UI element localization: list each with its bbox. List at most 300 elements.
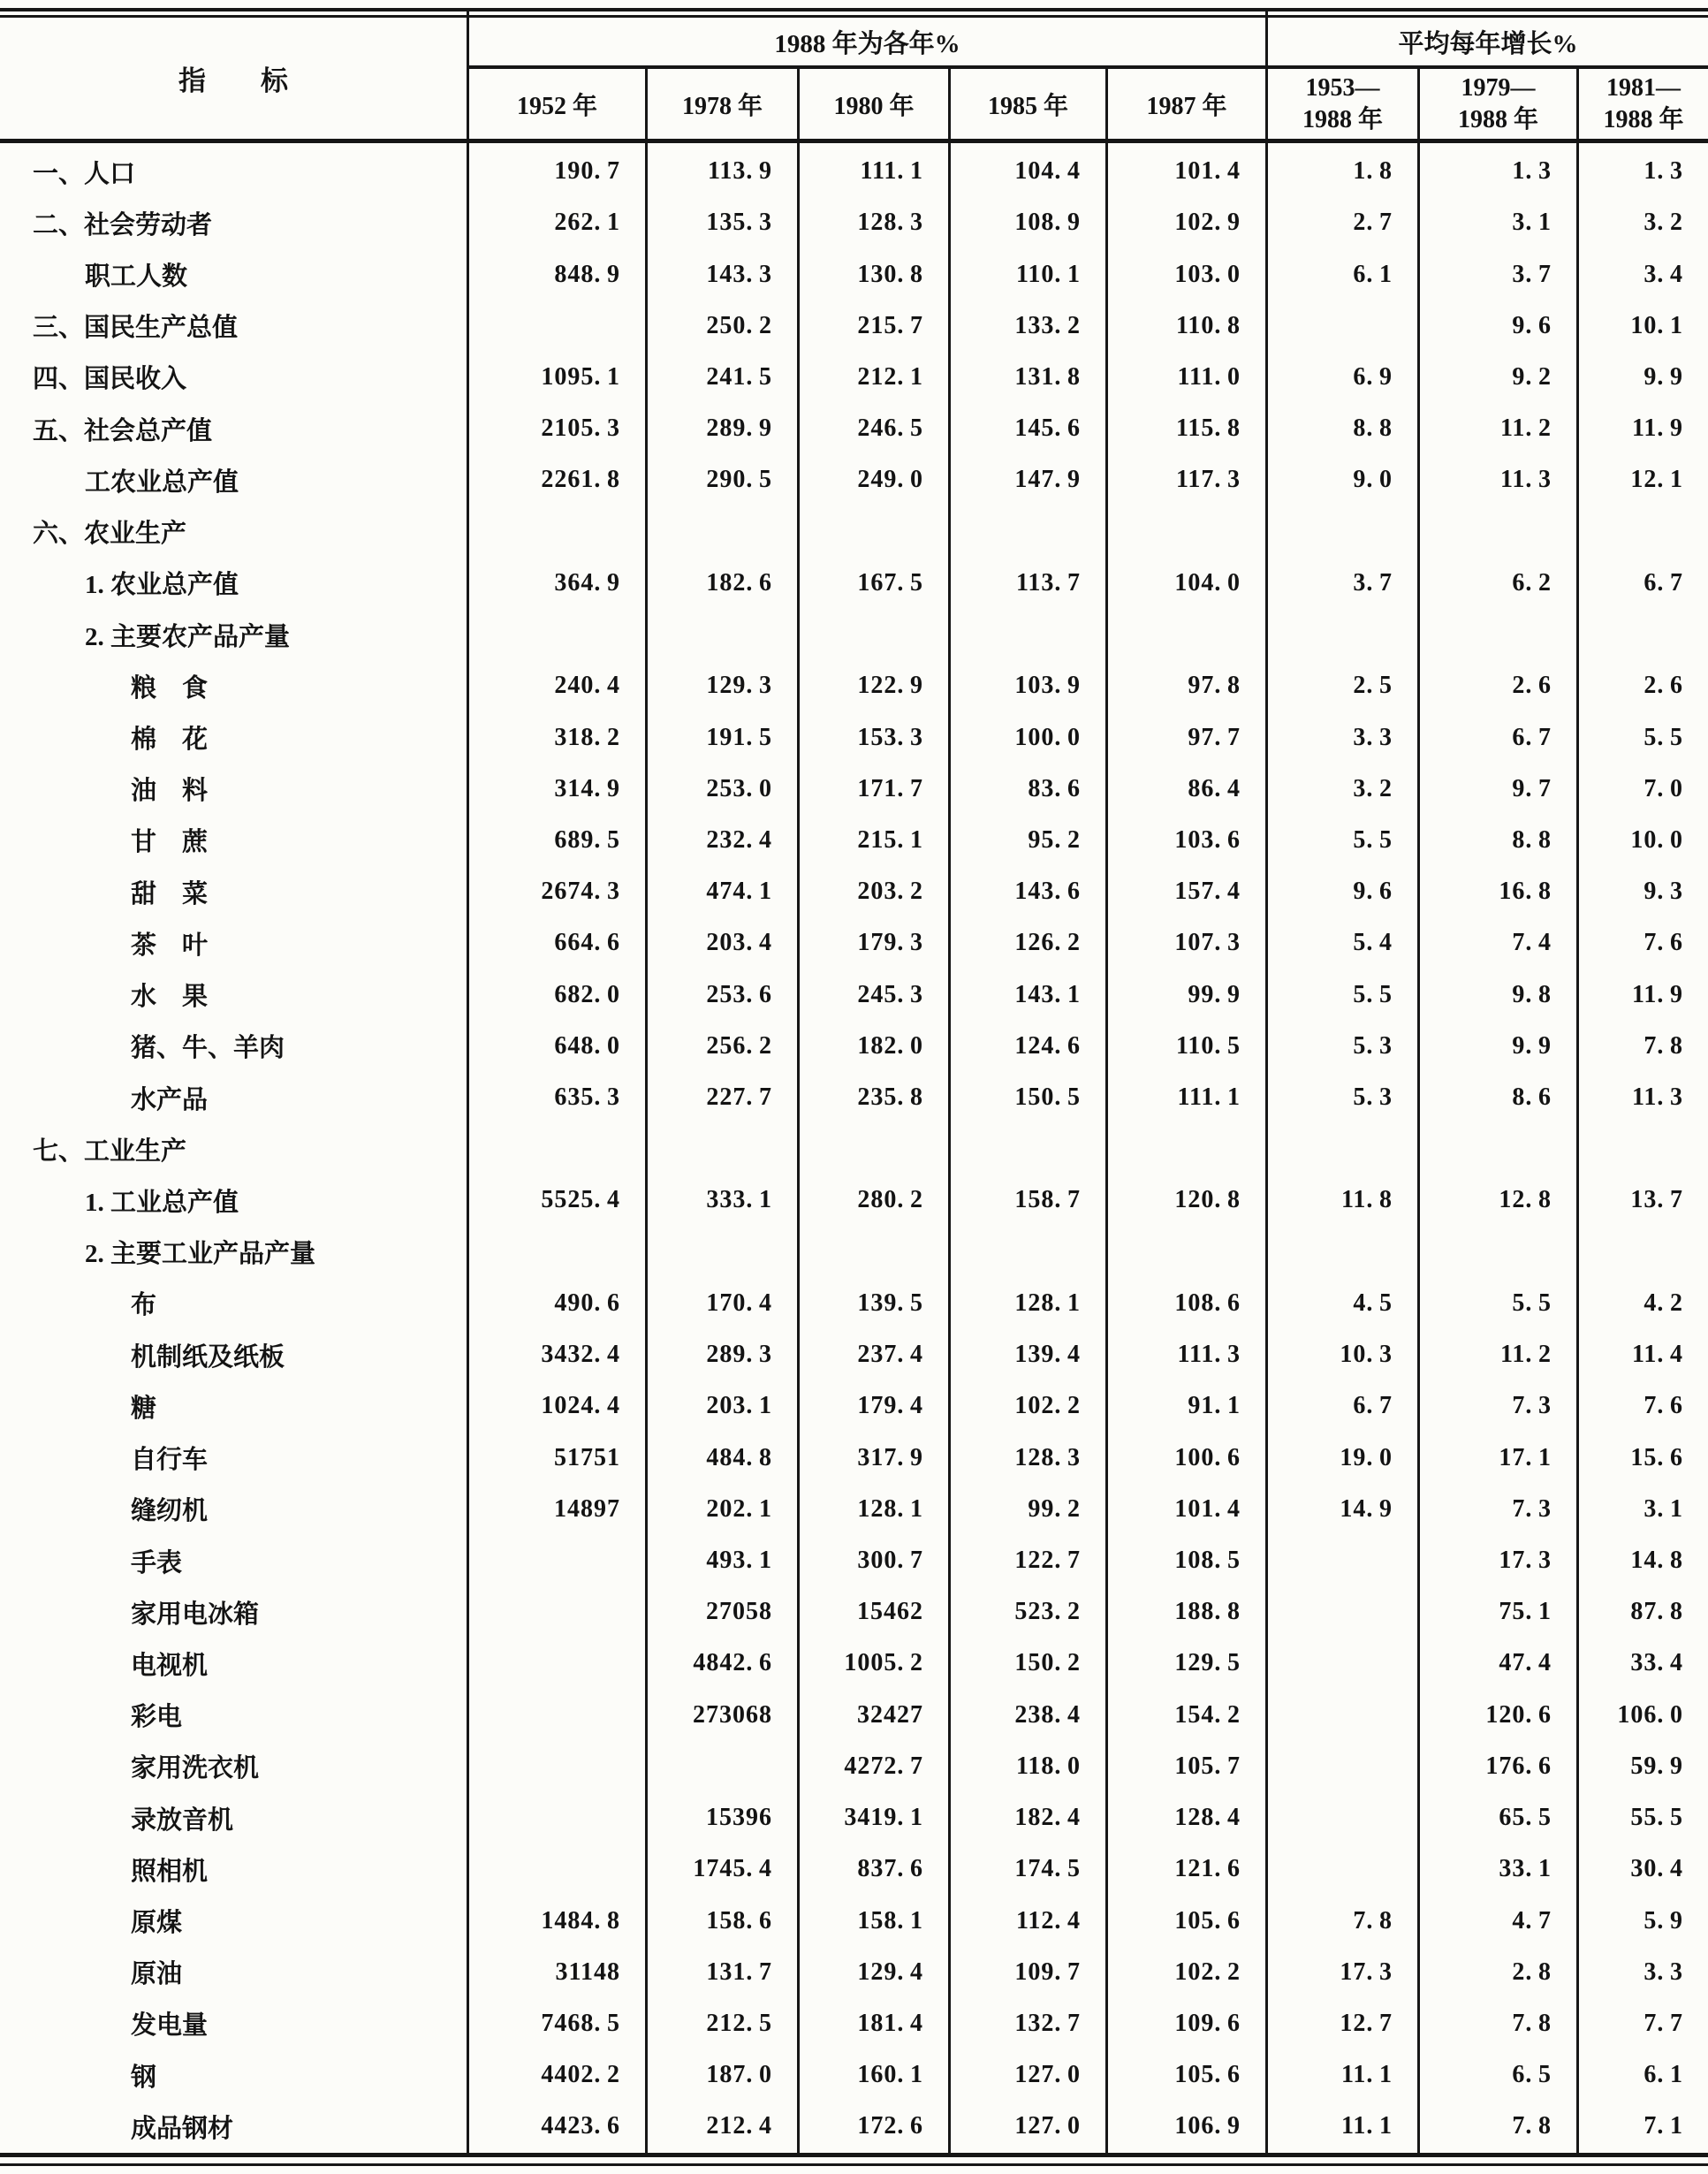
- table-row: [0, 2049, 1708, 2101]
- cell-value: 6. 2: [1512, 568, 1552, 597]
- cell-value: 202. 1: [706, 1494, 772, 1523]
- table-row: [0, 1586, 1708, 1638]
- cell-value: 190. 7: [554, 157, 620, 186]
- cell-value: 1. 8: [1353, 157, 1393, 186]
- cell-value: 289. 3: [706, 1341, 772, 1369]
- row-label: 甘 蔗: [131, 828, 209, 857]
- cell-value: 176. 6: [1485, 1752, 1552, 1780]
- cell-value: 3. 1: [1643, 1494, 1683, 1523]
- table-row: [0, 197, 1708, 248]
- table-row: [0, 1535, 1708, 1586]
- cell-value: 11. 9: [1631, 980, 1683, 1008]
- row-label: 手表: [131, 1548, 183, 1577]
- row-label: 自行车: [131, 1446, 209, 1475]
- cell-value: 105. 6: [1174, 1906, 1241, 1935]
- cell-value: 139. 4: [1014, 1341, 1081, 1369]
- cell-value: 111. 1: [1177, 1083, 1241, 1112]
- cell-value: 5. 5: [1353, 825, 1393, 854]
- cell-value: 132. 7: [1014, 2009, 1081, 2037]
- cell-value: 1745. 4: [693, 1855, 772, 1883]
- table-row: [0, 1947, 1708, 1998]
- table-row: [0, 403, 1708, 454]
- cell-value: 30. 4: [1630, 1855, 1683, 1883]
- row-label: 水 果: [131, 983, 209, 1012]
- column-header-line2: 1988 年: [1457, 105, 1538, 133]
- cell-value: 109. 6: [1174, 2009, 1241, 2037]
- cell-value: 9. 8: [1512, 980, 1552, 1008]
- cell-value: 191. 5: [706, 723, 772, 751]
- cell-value: 110. 1: [1015, 260, 1081, 288]
- column-header-line1: 1979—: [1461, 73, 1536, 102]
- cell-value: 127. 0: [1014, 2061, 1081, 2089]
- cell-value: 3419. 1: [844, 1804, 923, 1832]
- cell-value: 129. 4: [857, 1957, 923, 1986]
- cell-value: 14897: [554, 1494, 620, 1523]
- row-label: 工农业总产值: [85, 467, 239, 497]
- cell-value: 171. 7: [857, 774, 923, 802]
- cell-value: 33. 1: [1499, 1855, 1552, 1883]
- cell-value: 97. 7: [1188, 723, 1241, 751]
- cell-value: 104. 0: [1174, 568, 1241, 597]
- cell-value: 2. 6: [1643, 672, 1683, 700]
- cell-value: 249. 0: [857, 466, 923, 494]
- cell-value: 9. 3: [1643, 878, 1683, 906]
- cell-value: 179. 3: [857, 929, 923, 957]
- cell-value: 4. 5: [1353, 1288, 1393, 1317]
- cell-value: 15396: [706, 1804, 772, 1832]
- cell-value: 97. 8: [1188, 672, 1241, 700]
- cell-value: 117. 3: [1175, 466, 1241, 494]
- cell-value: 6. 7: [1353, 1392, 1393, 1420]
- cell-value: 187. 0: [706, 2061, 772, 2089]
- table-row: [0, 764, 1708, 815]
- cell-value: 682. 0: [554, 980, 620, 1008]
- cell-value: 848. 9: [554, 260, 620, 288]
- cell-value: 182. 4: [1014, 1804, 1081, 1832]
- row-label: 1. 工业总产值: [85, 1188, 239, 1217]
- cell-value: 14. 8: [1630, 1547, 1683, 1575]
- cell-value: 238. 4: [1014, 1700, 1081, 1729]
- row-label: 缝纫机: [131, 1497, 209, 1526]
- cell-value: 143. 1: [1014, 980, 1081, 1008]
- row-label: 五、社会总产值: [33, 416, 213, 445]
- table-row: [0, 146, 1708, 197]
- cell-value: 105. 6: [1174, 2061, 1241, 2089]
- cell-value: 1005. 2: [844, 1649, 923, 1677]
- cell-value: 167. 5: [857, 568, 923, 597]
- table-row: [0, 969, 1708, 1021]
- cell-value: 95. 2: [1028, 825, 1081, 854]
- cell-value: 493. 1: [706, 1547, 772, 1575]
- cell-value: 7. 8: [1643, 1031, 1683, 1060]
- cell-value: 83. 6: [1028, 774, 1081, 802]
- cell-value: 8. 6: [1512, 1083, 1552, 1112]
- row-label: 三、国民生产总值: [33, 314, 239, 343]
- cell-value: 318. 2: [554, 723, 620, 751]
- cell-value: 4. 7: [1512, 1906, 1552, 1935]
- table-top-border-outer: [0, 8, 1708, 11]
- cell-value: 31148: [555, 1957, 620, 1986]
- row-label: 照相机: [131, 1857, 209, 1886]
- table-row: [0, 815, 1708, 866]
- row-label: 电视机: [131, 1651, 209, 1680]
- cell-value: 7. 8: [1353, 1906, 1393, 1935]
- cell-value: 111. 1: [860, 157, 923, 186]
- cell-value: 3. 4: [1643, 260, 1683, 288]
- column-header-1953-1988: [1268, 69, 1417, 139]
- cell-value: 11. 3: [1631, 1083, 1683, 1112]
- table-row: [0, 1123, 1708, 1174]
- table-row: [0, 609, 1708, 660]
- cell-value: 237. 4: [857, 1341, 923, 1369]
- cell-value: 9. 2: [1512, 362, 1552, 391]
- column-header-1979-1988: [1420, 69, 1576, 139]
- cell-value: 128. 3: [1014, 1443, 1081, 1471]
- table-row: [0, 1278, 1708, 1329]
- cell-value: 203. 4: [706, 929, 772, 957]
- cell-value: 5. 3: [1353, 1031, 1393, 1060]
- cell-value: 290. 5: [706, 466, 772, 494]
- cell-value: 5. 4: [1353, 929, 1393, 957]
- cell-value: 112. 4: [1015, 1906, 1081, 1935]
- cell-value: 103. 9: [1014, 672, 1081, 700]
- cell-value: 55. 5: [1630, 1804, 1683, 1832]
- cell-value: 3. 3: [1353, 723, 1393, 751]
- table-bottom-border-inner: [0, 2163, 1708, 2166]
- cell-value: 172. 6: [857, 2112, 923, 2140]
- cell-value: 9. 6: [1512, 311, 1552, 339]
- column-header-1987: 1987 年: [1146, 92, 1227, 120]
- cell-value: 8. 8: [1353, 414, 1393, 443]
- cell-value: 250. 2: [706, 311, 772, 339]
- cell-value: 11. 9: [1631, 414, 1683, 443]
- cell-value: 150. 5: [1014, 1083, 1081, 1112]
- indicator-column-header: 指 标: [178, 65, 288, 96]
- cell-value: 129. 5: [1174, 1649, 1241, 1677]
- cell-value: 128. 3: [857, 209, 923, 237]
- cell-value: 139. 5: [857, 1288, 923, 1317]
- cell-value: 215. 7: [857, 311, 923, 339]
- cell-value: 157. 4: [1174, 878, 1241, 906]
- cell-value: 107. 3: [1174, 929, 1241, 957]
- cell-value: 5. 5: [1643, 723, 1683, 751]
- column-header-1978: 1978 年: [681, 92, 763, 120]
- row-label: 糖: [131, 1394, 157, 1423]
- cell-value: 174. 5: [1014, 1855, 1081, 1883]
- cell-value: 11. 2: [1499, 1341, 1552, 1369]
- row-label: 粮 食: [131, 673, 209, 703]
- table-row: [0, 2101, 1708, 2152]
- cell-value: 3432. 4: [541, 1341, 620, 1369]
- cell-value: 124. 6: [1014, 1031, 1081, 1060]
- cell-value: 7468. 5: [541, 2009, 620, 2037]
- cell-value: 7. 1: [1643, 2112, 1683, 2140]
- cell-value: 2. 5: [1353, 672, 1393, 700]
- cell-value: 7. 6: [1643, 929, 1683, 957]
- cell-value: 106. 0: [1617, 1700, 1683, 1729]
- cell-value: 4272. 7: [844, 1752, 923, 1780]
- row-label: 2. 主要工业产品产量: [85, 1240, 316, 1269]
- cell-value: 51751: [554, 1443, 620, 1471]
- row-label: 猪、牛、羊肉: [131, 1034, 285, 1063]
- cell-value: 135. 3: [706, 209, 772, 237]
- cell-value: 179. 4: [857, 1392, 923, 1420]
- cell-value: 170. 4: [706, 1288, 772, 1317]
- cell-value: 2105. 3: [541, 414, 620, 443]
- table-row: [0, 1895, 1708, 1946]
- cell-value: 1. 3: [1643, 157, 1683, 186]
- cell-value: 1484. 8: [541, 1906, 620, 1935]
- row-label: 2. 主要农产品产量: [85, 622, 291, 651]
- cell-value: 6. 7: [1512, 723, 1552, 751]
- cell-value: 11. 1: [1340, 2112, 1393, 2140]
- cell-value: 145. 6: [1014, 414, 1081, 443]
- row-label: 原煤: [131, 1909, 183, 1938]
- row-label: 七、工业生产: [33, 1136, 187, 1166]
- cell-value: 7. 3: [1512, 1392, 1552, 1420]
- row-label: 彩电: [131, 1703, 183, 1732]
- cell-value: 6. 9: [1353, 362, 1393, 391]
- column-header-line2: 1988 年: [1302, 105, 1383, 133]
- cell-value: 11. 3: [1499, 466, 1552, 494]
- cell-value: 635. 3: [554, 1083, 620, 1112]
- row-label: 甜 菜: [131, 879, 209, 908]
- table-row: [0, 1638, 1708, 1689]
- cell-value: 19. 0: [1340, 1443, 1393, 1471]
- table-row: [0, 1380, 1708, 1432]
- cell-value: 245. 3: [857, 980, 923, 1008]
- cell-value: 9. 6: [1353, 878, 1393, 906]
- cell-value: 128. 1: [1014, 1288, 1081, 1317]
- cell-value: 6. 1: [1353, 260, 1393, 288]
- cell-value: 109. 7: [1014, 1957, 1081, 1986]
- cell-value: 10. 1: [1630, 311, 1683, 339]
- cell-value: 33. 4: [1630, 1649, 1683, 1677]
- cell-value: 246. 5: [857, 414, 923, 443]
- cell-value: 102. 9: [1174, 209, 1241, 237]
- row-label: 家用电冰箱: [131, 1600, 260, 1629]
- table-row: [0, 506, 1708, 558]
- cell-value: 17. 1: [1499, 1443, 1552, 1471]
- cell-value: 1095. 1: [541, 362, 620, 391]
- cell-value: 212. 5: [706, 2009, 772, 2037]
- cell-value: 2. 6: [1512, 672, 1552, 700]
- cell-value: 203. 1: [706, 1392, 772, 1420]
- cell-value: 6. 1: [1643, 2061, 1683, 2089]
- cell-value: 3. 7: [1353, 568, 1393, 597]
- cell-value: 111. 0: [1177, 362, 1241, 391]
- cell-value: 9. 9: [1643, 362, 1683, 391]
- table-row: [0, 1484, 1708, 1535]
- cell-value: 131. 8: [1014, 362, 1081, 391]
- table-row: [0, 1792, 1708, 1843]
- row-label: 油 料: [131, 777, 209, 806]
- table-row: [0, 1690, 1708, 1741]
- table-row: [0, 917, 1708, 969]
- table-row: [0, 1741, 1708, 1792]
- column-header-1985: 1985 年: [987, 92, 1068, 120]
- cell-value: 7. 6: [1643, 1392, 1683, 1420]
- cell-value: 32427: [857, 1700, 923, 1729]
- cell-value: 317. 9: [857, 1443, 923, 1471]
- cell-value: 108. 6: [1174, 1288, 1241, 1317]
- cell-value: 232. 4: [706, 825, 772, 854]
- cell-value: 203. 2: [857, 878, 923, 906]
- cell-value: 181. 4: [857, 2009, 923, 2037]
- cell-value: 2. 8: [1512, 1957, 1552, 1986]
- cell-value: 5525. 4: [541, 1186, 620, 1214]
- cell-value: 235. 8: [857, 1083, 923, 1112]
- cell-value: 122. 9: [857, 672, 923, 700]
- table-row: [0, 1227, 1708, 1278]
- cell-value: 110. 5: [1175, 1031, 1241, 1060]
- cell-value: 7. 7: [1643, 2009, 1683, 2037]
- cell-value: 2674. 3: [541, 878, 620, 906]
- cell-value: 5. 3: [1353, 1083, 1393, 1112]
- row-label: 二、社会劳动者: [33, 210, 213, 239]
- cell-value: 111. 3: [1177, 1341, 1241, 1369]
- cell-value: 121. 6: [1174, 1855, 1241, 1883]
- cell-value: 153. 3: [857, 723, 923, 751]
- table-row: [0, 248, 1708, 300]
- cell-value: 17. 3: [1340, 1957, 1393, 1986]
- table-row: [0, 866, 1708, 917]
- cell-value: 113. 9: [707, 157, 772, 186]
- cell-value: 158. 7: [1014, 1186, 1081, 1214]
- table-row: [0, 1072, 1708, 1123]
- cell-value: 648. 0: [554, 1031, 620, 1060]
- column-header-line1: 1981—: [1606, 73, 1681, 102]
- cell-value: 212. 4: [706, 2112, 772, 2140]
- cell-value: 91. 1: [1188, 1392, 1241, 1420]
- cell-value: 118. 0: [1015, 1752, 1081, 1780]
- cell-value: 11. 2: [1499, 414, 1552, 443]
- cell-value: 13. 7: [1630, 1186, 1683, 1214]
- table-row: [0, 1021, 1708, 1072]
- cell-value: 115. 8: [1175, 414, 1241, 443]
- cell-value: 16. 8: [1499, 878, 1552, 906]
- cell-value: 103. 0: [1174, 260, 1241, 288]
- column-header-1980: 1980 年: [833, 92, 915, 120]
- column-header-1952: 1952 年: [516, 92, 597, 120]
- cell-value: 122. 7: [1014, 1547, 1081, 1575]
- cell-value: 14. 9: [1340, 1494, 1393, 1523]
- cell-value: 7. 3: [1512, 1494, 1552, 1523]
- cell-value: 3. 2: [1353, 774, 1393, 802]
- cell-value: 227. 7: [706, 1083, 772, 1112]
- cell-value: 150. 2: [1014, 1649, 1081, 1677]
- table-row: [0, 711, 1708, 763]
- table-row: [0, 1432, 1708, 1483]
- row-label: 1. 农业总产值: [85, 571, 239, 600]
- cell-value: 12. 7: [1340, 2009, 1393, 2037]
- cell-value: 100. 0: [1014, 723, 1081, 751]
- cell-value: 5. 9: [1643, 1906, 1683, 1935]
- row-label: 布: [131, 1291, 157, 1320]
- row-label: 茶 叶: [131, 931, 209, 960]
- cell-value: 105. 7: [1174, 1752, 1241, 1780]
- cell-value: 689. 5: [554, 825, 620, 854]
- table-row: [0, 1174, 1708, 1226]
- cell-value: 12. 1: [1630, 466, 1683, 494]
- cell-value: 300. 7: [857, 1547, 923, 1575]
- cell-value: 212. 1: [857, 362, 923, 391]
- table-row: [0, 558, 1708, 609]
- group-header-1988-ratio: 1988 年为各年%: [774, 30, 960, 58]
- cell-value: 474. 1: [706, 878, 772, 906]
- cell-value: 333. 1: [706, 1186, 772, 1214]
- cell-value: 143. 6: [1014, 878, 1081, 906]
- cell-value: 65. 5: [1499, 1804, 1552, 1832]
- cell-value: 3. 2: [1643, 209, 1683, 237]
- cell-value: 215. 1: [857, 825, 923, 854]
- cell-value: 110. 8: [1175, 311, 1241, 339]
- row-label: 钢: [131, 2063, 157, 2092]
- cell-value: 253. 0: [706, 774, 772, 802]
- cell-value: 120. 6: [1485, 1700, 1552, 1729]
- cell-value: 4423. 6: [541, 2112, 620, 2140]
- table-row: [0, 300, 1708, 352]
- row-label: 六、农业生产: [33, 520, 187, 549]
- column-header-line2: 1988 年: [1603, 105, 1684, 133]
- cell-value: 253. 6: [706, 980, 772, 1008]
- cell-value: 2261. 8: [541, 466, 620, 494]
- cell-value: 87. 8: [1630, 1598, 1683, 1626]
- table-body: [0, 146, 1708, 2153]
- cell-value: 108. 9: [1014, 209, 1081, 237]
- cell-value: 127. 0: [1014, 2112, 1081, 2140]
- cell-value: 4842. 6: [693, 1649, 772, 1677]
- cell-value: 130. 8: [857, 260, 923, 288]
- table-row: [0, 1998, 1708, 2049]
- cell-value: 158. 6: [706, 1906, 772, 1935]
- row-label: 水产品: [131, 1085, 209, 1114]
- cell-value: 490. 6: [554, 1288, 620, 1317]
- cell-value: 188. 8: [1174, 1598, 1241, 1626]
- cell-value: 99. 9: [1188, 980, 1241, 1008]
- row-label: 录放音机: [131, 1805, 234, 1835]
- cell-value: 364. 9: [554, 568, 620, 597]
- cell-value: 289. 9: [706, 414, 772, 443]
- cell-value: 103. 6: [1174, 825, 1241, 854]
- cell-value: 182. 0: [857, 1031, 923, 1060]
- cell-value: 240. 4: [554, 672, 620, 700]
- cell-value: 101. 4: [1174, 1494, 1241, 1523]
- row-label: 机制纸及纸板: [131, 1342, 285, 1372]
- row-label: 四、国民收入: [33, 365, 187, 394]
- table-row: [0, 660, 1708, 711]
- row-label: 一、人口: [33, 159, 136, 188]
- cell-value: 7. 8: [1512, 2009, 1552, 2037]
- cell-value: 15. 6: [1630, 1443, 1683, 1471]
- row-label: 家用洗衣机: [131, 1754, 260, 1783]
- table-row: [0, 1329, 1708, 1380]
- cell-value: 126. 2: [1014, 929, 1081, 957]
- cell-value: 4402. 2: [541, 2061, 620, 2089]
- cell-value: 158. 1: [857, 1906, 923, 1935]
- cell-value: 113. 7: [1015, 568, 1081, 597]
- cell-value: 1. 3: [1512, 157, 1552, 186]
- cell-value: 120. 8: [1174, 1186, 1241, 1214]
- cell-value: 86. 4: [1188, 774, 1241, 802]
- cell-value: 106. 9: [1174, 2112, 1241, 2140]
- cell-value: 241. 5: [706, 362, 772, 391]
- cell-value: 99. 2: [1028, 1494, 1081, 1523]
- cell-value: 3. 1: [1512, 209, 1552, 237]
- column-header-line1: 1953—: [1305, 73, 1380, 102]
- cell-value: 131. 7: [706, 1957, 772, 1986]
- cell-value: 128. 1: [857, 1494, 923, 1523]
